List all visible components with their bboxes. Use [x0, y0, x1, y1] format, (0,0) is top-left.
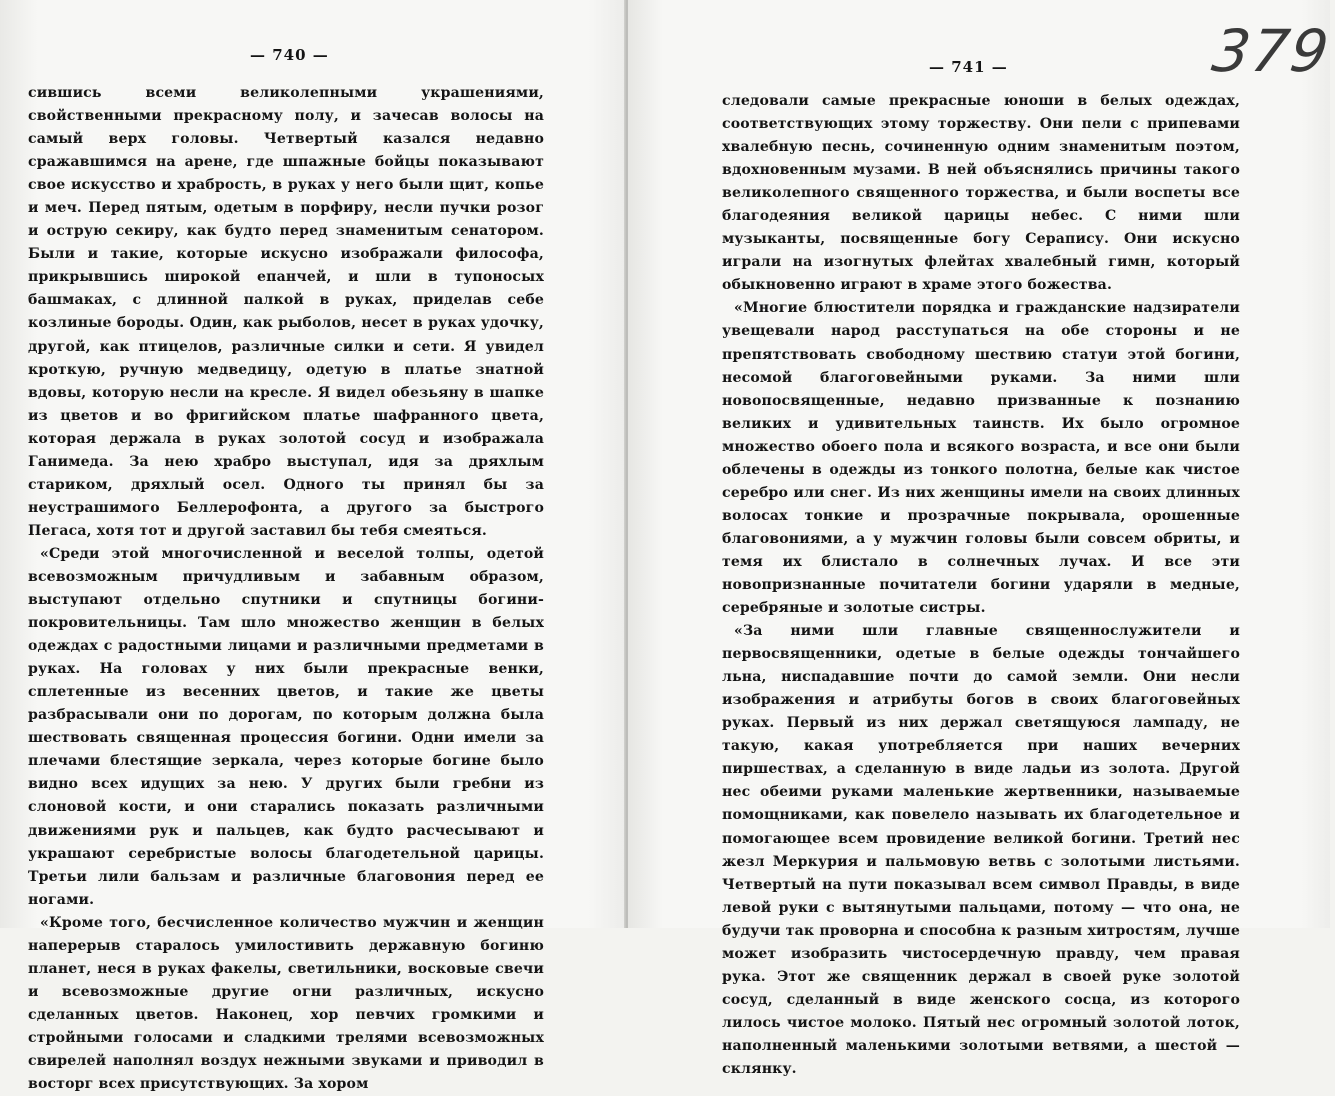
right-page-text	[722, 90, 1240, 1081]
handwritten-archive-number: 379	[1208, 17, 1335, 85]
left-page-text	[28, 82, 544, 1096]
paragraph: «За ними шли главные священнослужители и первосвященники, одетые в белые одежды тончайшего льна, ниспадавшие почти до самой земли. Они несли изображения и атрибуты богов в своих благоговейных руках. Первый из них держал светящуюся лампаду, не такую, какая употребляется при наших вечерних пиршествах, а сделанную в виде ладьи из золота. Другой нес обеими руками маленькие жертвенники, называемые помощниками, как повелело называть их благодетельное и помогающее всем провидение великой богини. Третий нес жезл Меркурия и пальмовую ветвь с золотыми листьями. Четвертый на пути показывал всем символ Правды, в виде левой руки с вытянутыми пальцами, потому — что она, не будучи так проворна и способна к разным хитростям, лучше может изобразить чистосердечную правду, чем правая рука. Этот же священник держал в своей руке золотой сосуд, сделанный в виде женского сосца, из которого лилось чистое молоко. Пятый нес огромный золотой лоток, наполненный маленькими золотыми ветвями, а шестой — склянку.	[722, 623, 1240, 1077]
left-page	[0, 0, 626, 1093]
paragraph: «Среди этой многочисленной и веселой толпы, одетой всевозможным причудливым и забавным образом, выступают отдельно спутники и спутницы богини-покровительницы. Там шло множество женщин в белых одеждах с радостными лицами и различными предметами в руках. На головах у них были прекрасные венки, сплетенные из весенних цветов, и такие же цветы разбрасывали они по дорогам, по которым должна была шествовать священная процессия богини. Одни имели за плечами блестящие зеркала, через которые богине было видно всех идущих за нею. У других были гребни из слоновой кости, и они старались показать различными движениями рук и пальцев, как будто расчесывают и украшают серебристые волосы благодетельной царицы. Третьи лили бальзам и различные благовония перед ее ногами.	[28, 545, 544, 908]
paragraph: сившись всеми великолепными украшениями, свойственными прекрасному полу, и зачесав волосы на самый верх головы. Четвертый казался недавно сражавшимся на арене, где шпажные бойцы показывают свое искусство и храбрость, в руках у него были щит, копье и меч. Перед пятым, одетым в порфиру, несли пучки розог и острую секиру, как будто перед знаменитым сенатором. Были и такие, которые искусно изображали философа, прикрывшись широкой епанчей, и шли в тупоносых башмаках, с длинной палкой в руках, приделав себе козлиные бороды. Один, как рыболов, несет в руках удочку, другой, как птицелов, различные силки и сети. Я увидел кроткую, ручную медведицу, одетую в платье знатной вдовы, которую несли на кресле. Я видел обезьяну в шапке из цветов и во фригийском платье шафранного цвета, которая держала в руках золотой сосуд и изображала Ганимеда. За нею храбро выступал, идя за дряхлым стариком, дряхлый осел. Одного ты принял бы за неустрашимого Беллерофонта, а другого за быстрого Пегаса, хотя тот и другой заставил бы тебя смеяться.	[28, 85, 544, 539]
paragraph: следовали самые прекрасные юноши в белых одеждах, соответствующих этому торжеству. Они пели с припевами хвалебную песнь, сочиненную одним знаменитым поэтом, вдохновенным музами. В ней объяснялись причины такого великолепного священного торжества, и были воспеты все благодеяния великой царицы небес. С ними шли музыканты, посвященные богу Серапису. Они искусно играли на изогнутых флейтах хвалебный гимн, который обыкновенно играют в храме этого божества.	[722, 93, 1240, 294]
right-page	[628, 0, 1335, 1077]
paragraph: «Кроме того, бесчисленное количество мужчин и женщин наперерыв старалось умилостивить державную богиню планет, неся в руках факелы, светильники, восковые свечи и всевозможные другие огни различных, искусно сделанных цветов. Наконец, хор певчих громкими и стройными голосами и сладкими трелями всевозможных свирелей наполнял воздух нежными звуками и приводил в восторг всех присутствующих. За хором	[28, 914, 544, 1093]
paragraph: «Многие блюстители порядка и гражданские надзиратели увещевали народ расступаться на обе стороны и не препятствовать свободному шествию статуи этой богини, несомой благоговейными руками. За ними шли новопосвященные, недавно призванные к познанию великих и удивительных таинств. Их было огромное множество обоего пола и всякого возраста, и все они были облечены в одежды из тонкого полотна, белые как чистое серебро или снег. Из них женщины имели на своих длинных волосах тонкие и прозрачные покрывала, орошенные благовониями, а у мужчин головы были совсем обриты, и темя их блистало в солнечных лучах. И все эти новопризнанные почитатели богини ударяли в медные, серебряные и золотые систры.	[722, 300, 1240, 617]
page-number-741: — 741 —	[929, 58, 1008, 76]
page-number-740: — 740 —	[250, 46, 329, 64]
